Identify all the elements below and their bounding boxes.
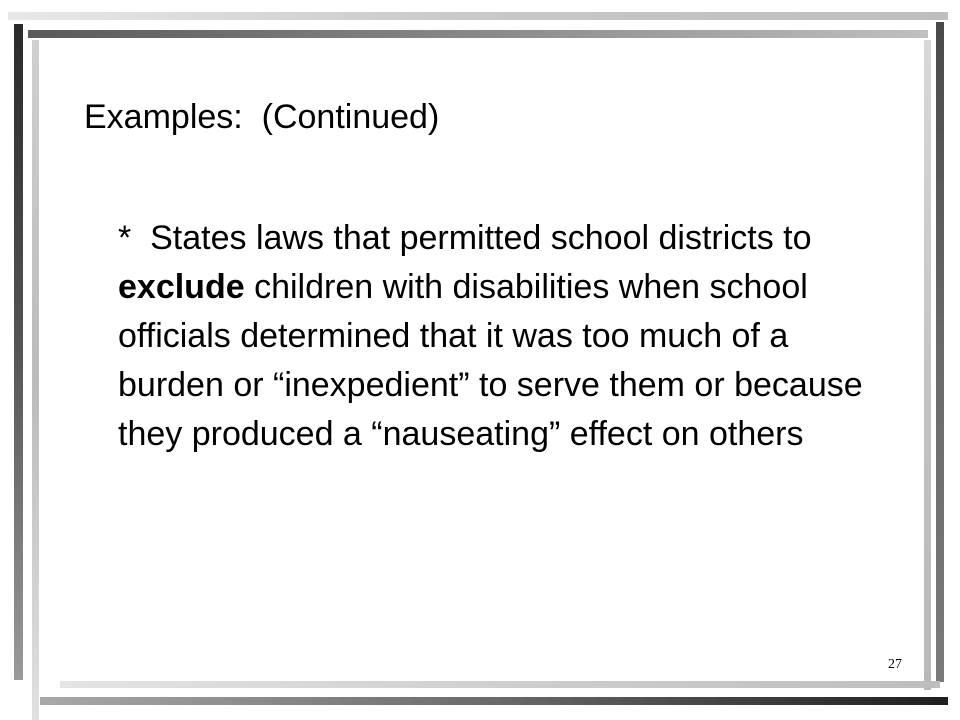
frame-bar-top-dark [28,30,928,38]
bullet-text-before: States laws that permitted school districts to [150,219,812,257]
frame-bar-bottom-light [60,681,940,688]
frame-bar-left-dark [14,24,23,680]
frame-bar-right-dark [936,22,944,682]
bullet-emphasis: exclude [118,268,245,306]
frame-bar-top-light [8,12,948,20]
frame-bar-bottom-dark [40,697,948,705]
frame-bar-left-light [32,40,39,720]
frame-bar-right-light [924,40,931,690]
bullet-text-after: children with disabilities when school officials determined that it was too much of a burden or “inexpedient” to serve them or because they produced a “nauseating” effect on others [118,268,863,453]
slide-title: Examples: (Continued) [84,98,440,136]
bullet-marker: * [118,219,151,257]
page-number: 27 [888,657,902,672]
bullet-paragraph [118,214,898,459]
